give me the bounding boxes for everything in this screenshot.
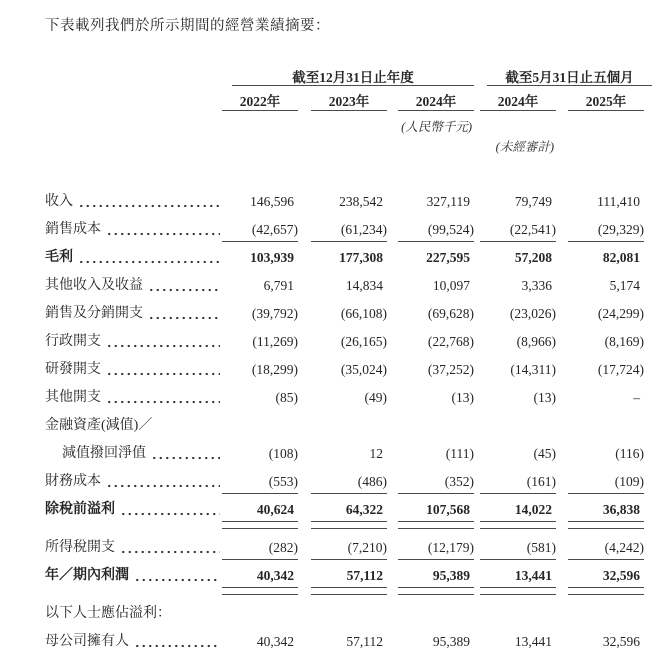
value-text: (4,242) — [568, 540, 644, 556]
row-label-text: 金融資產(減值)／ — [45, 418, 153, 433]
table-row — [45, 600, 660, 628]
value-cell — [222, 278, 298, 294]
row-label-text: 其他收入及收益 — [45, 278, 143, 293]
audit-note-row — [45, 137, 660, 154]
dot-leader — [106, 328, 220, 356]
value-cell — [298, 334, 387, 350]
value-cell — [556, 278, 644, 294]
value-cell — [474, 390, 556, 406]
value-cell — [387, 362, 474, 378]
value-text: (37,252) — [427, 362, 474, 377]
value-cell — [298, 194, 387, 210]
row-label — [45, 328, 222, 356]
row-label-text: 毛利 — [45, 250, 73, 265]
table-row — [45, 356, 660, 384]
value-cell — [298, 390, 387, 406]
value-cell — [298, 474, 387, 490]
dot-leader — [120, 496, 220, 524]
value-text: (29,329) — [568, 222, 644, 238]
value-text: (553) — [222, 474, 298, 490]
table-row — [45, 440, 660, 468]
table-row — [45, 534, 660, 562]
row-label-text: 除稅前溢利 — [45, 502, 115, 517]
audit-note: (未經審計) — [495, 140, 554, 154]
value-text: 40,342 — [222, 568, 298, 584]
value-cell — [556, 390, 644, 406]
value-cell — [474, 362, 556, 378]
value-text: 14,022 — [480, 502, 556, 518]
value-text: 40,624 — [222, 502, 298, 518]
table-body — [45, 188, 660, 654]
value-cell — [556, 334, 644, 350]
value-cell — [556, 540, 644, 556]
value-cell — [387, 634, 474, 650]
value-cell — [556, 502, 644, 518]
value-text: (111) — [445, 446, 474, 461]
row-label — [45, 272, 222, 300]
value-cell — [556, 474, 644, 490]
value-text: 227,595 — [426, 250, 470, 265]
value-text: (35,024) — [340, 362, 387, 377]
table-row — [45, 328, 660, 356]
dot-leader — [120, 534, 220, 562]
financial-table — [45, 66, 660, 654]
value-cell — [298, 502, 387, 518]
value-cell — [387, 250, 474, 266]
value-cell — [387, 446, 474, 462]
value-text: (45) — [533, 446, 556, 461]
value-cell — [474, 306, 556, 322]
table-row — [45, 496, 660, 524]
row-label-text: 減值撥回淨值 — [62, 446, 146, 461]
row-label — [45, 440, 222, 468]
value-text: (109) — [568, 474, 644, 490]
row-label — [45, 384, 222, 412]
value-cell — [556, 634, 644, 650]
value-cell — [298, 568, 387, 584]
dot-leader — [106, 216, 220, 244]
value-cell — [222, 306, 298, 322]
value-cell — [474, 194, 556, 210]
dot-leader — [106, 468, 220, 496]
page-title: 下表載列我們於所示期間的經營業績摘要： — [45, 18, 330, 34]
value-text: 13,441 — [514, 634, 552, 649]
value-text: 3,336 — [521, 278, 552, 293]
table-row — [45, 300, 660, 328]
table-row — [45, 412, 660, 440]
value-cell — [387, 306, 474, 322]
value-text: 6,791 — [263, 278, 294, 293]
value-text: (39,792) — [251, 306, 298, 321]
value-text: 13,441 — [480, 568, 556, 584]
row-label-text: 年／期內利潤 — [45, 568, 129, 583]
table-row — [45, 244, 660, 272]
column-group-header-row — [45, 66, 660, 86]
row-label-text: 所得稅開支 — [45, 540, 115, 555]
value-cell — [474, 474, 556, 490]
value-cell — [222, 194, 298, 210]
value-cell — [474, 250, 556, 266]
value-cell — [556, 446, 644, 462]
value-text: 238,542 — [339, 194, 383, 209]
value-text: (352) — [398, 474, 474, 490]
value-cell — [387, 278, 474, 294]
value-text: (8,169) — [604, 334, 644, 349]
value-cell — [474, 540, 556, 556]
value-text: 10,097 — [432, 278, 470, 293]
row-label-text: 研發開支 — [45, 362, 101, 377]
value-cell — [298, 222, 387, 238]
year-header-row — [45, 90, 660, 111]
year-col-1: 2022年 — [222, 90, 298, 111]
value-cell — [556, 362, 644, 378]
unit-note: (人民幣千元) — [401, 120, 472, 134]
value-text: (24,299) — [597, 306, 644, 321]
value-cell — [387, 502, 474, 518]
row-label — [45, 244, 222, 272]
value-text: (18,299) — [251, 362, 298, 377]
value-text: (7,210) — [311, 540, 387, 556]
value-cell — [222, 250, 298, 266]
value-cell — [556, 250, 644, 266]
dot-leader — [78, 244, 220, 272]
value-cell — [222, 334, 298, 350]
value-text: 36,838 — [568, 502, 644, 518]
value-cell — [556, 306, 644, 322]
value-text: – — [633, 390, 640, 405]
label-column-spacer — [45, 66, 222, 86]
value-cell — [298, 540, 387, 556]
value-cell — [222, 390, 298, 406]
value-text: 103,939 — [250, 250, 294, 265]
value-text: 64,322 — [311, 502, 387, 518]
value-text: (85) — [275, 390, 298, 405]
value-cell — [298, 278, 387, 294]
table-row — [45, 628, 660, 654]
table-row — [45, 562, 660, 590]
col-group-annual: 截至12月31日止年度 — [232, 66, 474, 86]
value-text: (17,724) — [597, 362, 644, 377]
value-text: 5,174 — [609, 278, 640, 293]
col-group-five-months: 截至5月31日止五個月 — [487, 66, 652, 86]
row-label — [45, 600, 222, 628]
value-text: (22,541) — [480, 222, 556, 238]
value-text: 40,342 — [256, 634, 294, 649]
row-label — [45, 468, 222, 496]
row-label — [45, 534, 222, 562]
value-cell — [474, 502, 556, 518]
value-text: 57,112 — [311, 568, 387, 584]
value-cell — [387, 568, 474, 584]
row-label — [45, 188, 222, 216]
label-column-spacer — [45, 90, 222, 111]
value-text: (581) — [480, 540, 556, 556]
value-cell — [298, 362, 387, 378]
dot-leader — [106, 384, 220, 412]
row-label — [45, 412, 222, 440]
value-text: 82,081 — [602, 250, 640, 265]
dot-leader — [78, 188, 220, 216]
row-label — [45, 216, 222, 244]
value-cell — [222, 222, 298, 238]
table-row — [45, 384, 660, 412]
value-cell — [474, 634, 556, 650]
value-cell — [556, 568, 644, 584]
group-gap — [474, 66, 487, 86]
value-cell — [387, 390, 474, 406]
dot-leader — [148, 300, 220, 328]
value-text: (13) — [533, 390, 556, 405]
row-label — [45, 356, 222, 384]
value-cell — [222, 446, 298, 462]
row-label-text: 以下人士應佔溢利： — [45, 606, 171, 621]
value-cell — [474, 222, 556, 238]
year-col-2: 2023年 — [311, 90, 387, 111]
year-col-4: 2024年 — [480, 90, 556, 111]
value-cell — [222, 568, 298, 584]
table-row — [45, 272, 660, 300]
value-cell — [222, 362, 298, 378]
value-text: (116) — [615, 446, 644, 461]
value-cell — [474, 334, 556, 350]
row-label-text: 行政開支 — [45, 334, 101, 349]
table-row — [45, 188, 660, 216]
dot-leader — [106, 356, 220, 384]
value-text: 12 — [369, 446, 383, 461]
value-text: 95,389 — [432, 634, 470, 649]
value-text: (99,524) — [398, 222, 474, 238]
row-label — [45, 628, 222, 654]
dot-leader — [148, 272, 220, 300]
value-cell — [298, 306, 387, 322]
row-label — [45, 496, 222, 524]
value-text: (61,234) — [311, 222, 387, 238]
value-text: 79,749 — [514, 194, 552, 209]
dot-leader — [134, 562, 220, 590]
value-text: (42,657) — [222, 222, 298, 238]
dot-leader — [151, 440, 220, 468]
dot-leader — [134, 628, 220, 654]
value-cell — [474, 278, 556, 294]
value-cell — [298, 634, 387, 650]
value-text: (11,269) — [252, 334, 298, 349]
value-cell — [556, 222, 644, 238]
value-text: (26,165) — [340, 334, 387, 349]
value-text: (49) — [364, 390, 387, 405]
value-text: 32,596 — [602, 634, 640, 649]
value-cell — [474, 446, 556, 462]
table-row — [45, 216, 660, 244]
value-text: (23,026) — [509, 306, 556, 321]
value-cell — [222, 540, 298, 556]
value-cell — [474, 568, 556, 584]
row-label — [45, 300, 222, 328]
row-label-text: 其他開支 — [45, 390, 101, 405]
value-text: (66,108) — [340, 306, 387, 321]
value-cell — [222, 634, 298, 650]
row-label-text: 母公司擁有人 — [45, 634, 129, 649]
value-text: (486) — [311, 474, 387, 490]
value-text: 57,112 — [346, 634, 383, 649]
value-text: 32,596 — [568, 568, 644, 584]
value-cell — [387, 334, 474, 350]
row-label-text: 收入 — [45, 194, 73, 209]
value-text: (69,628) — [427, 306, 474, 321]
value-text: 177,308 — [339, 250, 383, 265]
value-text: (13) — [451, 390, 474, 405]
value-cell — [222, 502, 298, 518]
value-text: (108) — [268, 446, 298, 461]
value-text: 107,568 — [398, 502, 474, 518]
value-cell — [387, 474, 474, 490]
value-cell — [387, 222, 474, 238]
value-text: 327,119 — [426, 194, 470, 209]
row-label-text: 財務成本 — [45, 474, 101, 489]
value-cell — [387, 540, 474, 556]
unit-note-row — [45, 117, 660, 134]
value-text: 14,834 — [345, 278, 383, 293]
value-cell — [222, 474, 298, 490]
value-text: (22,768) — [427, 334, 474, 349]
value-cell — [298, 250, 387, 266]
row-label-text: 銷售成本 — [45, 222, 101, 237]
value-cell — [298, 446, 387, 462]
value-cell — [387, 194, 474, 210]
value-text: (12,179) — [398, 540, 474, 556]
value-text: (8,966) — [516, 334, 556, 349]
year-col-3: 2024年 — [398, 90, 474, 111]
value-text: 57,208 — [514, 250, 552, 265]
value-cell — [556, 194, 644, 210]
row-label — [45, 562, 222, 590]
value-text: (14,311) — [510, 362, 556, 377]
value-text: 111,410 — [597, 194, 640, 209]
value-text: (282) — [222, 540, 298, 556]
value-text: 95,389 — [398, 568, 474, 584]
row-label-text: 銷售及分銷開支 — [45, 306, 143, 321]
value-text: 146,596 — [250, 194, 294, 209]
table-row — [45, 468, 660, 496]
year-col-5: 2025年 — [568, 90, 644, 111]
value-text: (161) — [480, 474, 556, 490]
